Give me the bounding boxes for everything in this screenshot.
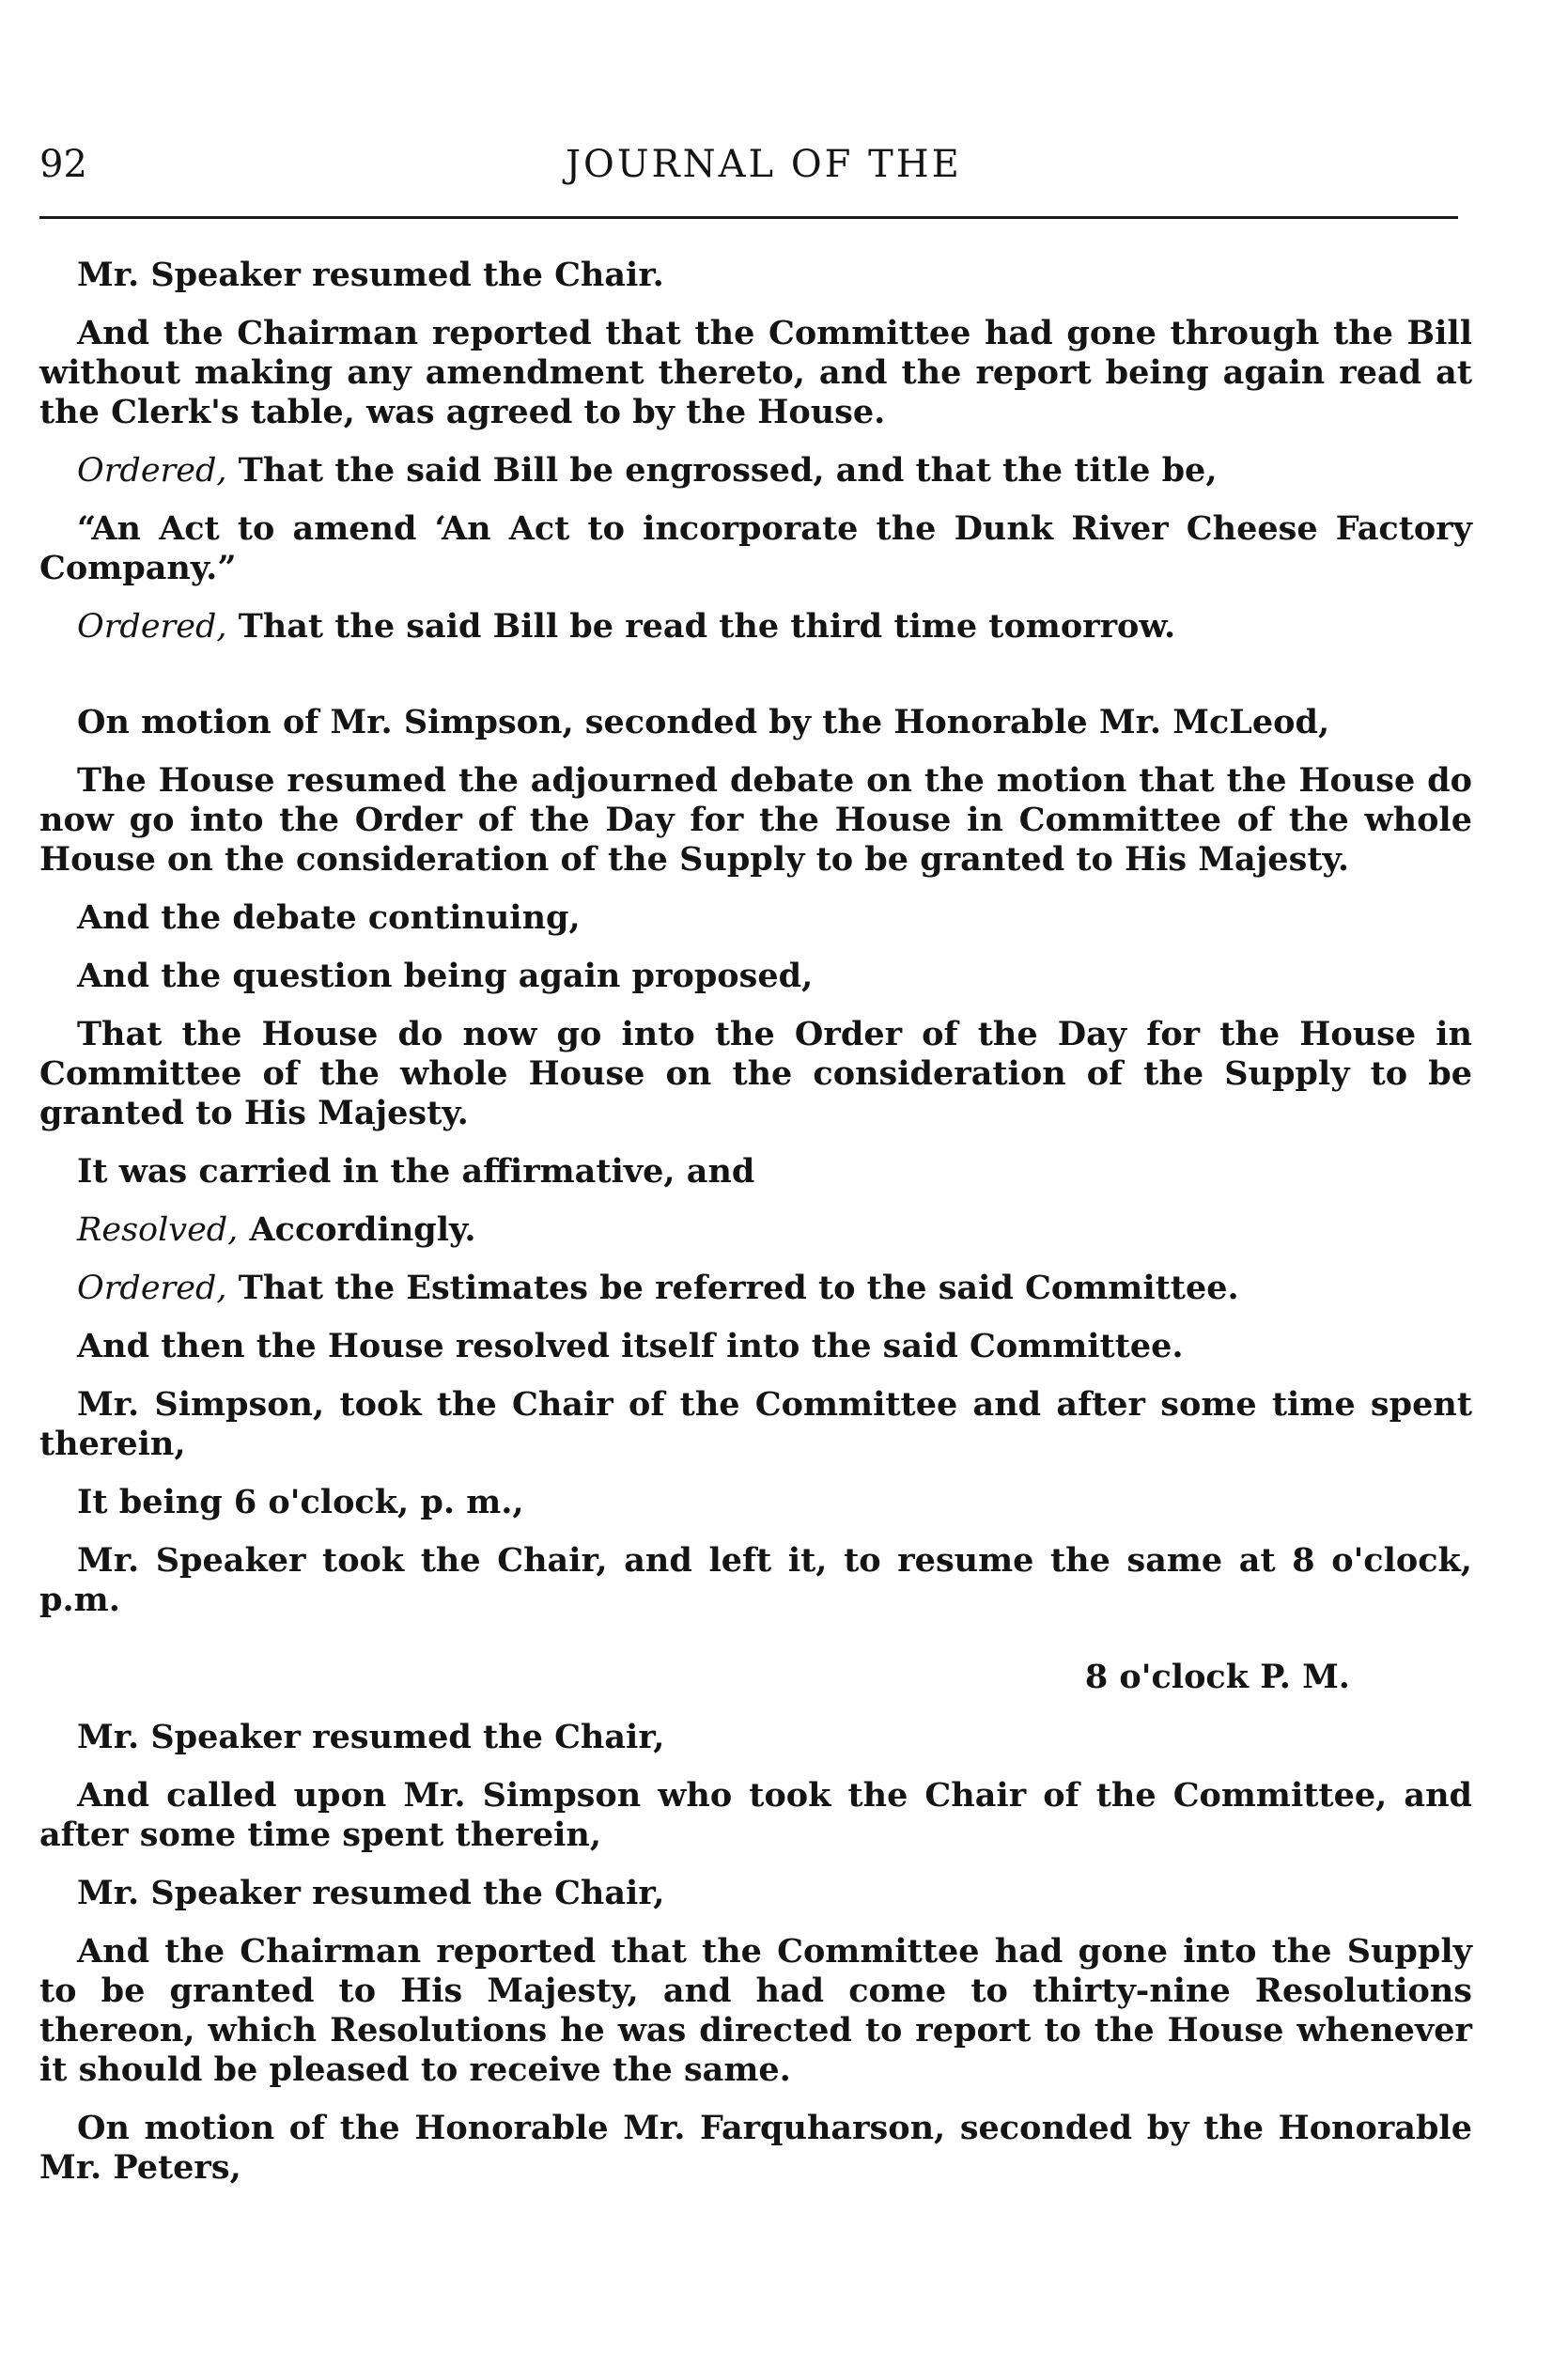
paragraph: It was carried in the affirmative, and <box>77 1152 755 1191</box>
ordered-lead: Ordered, <box>77 452 227 490</box>
paragraph: On motion of the Honorable Mr. Farquharson, seconded by the Honorable Mr. Peters, <box>39 2109 1472 2187</box>
page-header <box>39 143 1458 199</box>
paragraph: The House resumed the adjourned debate on the motion that the House do now go into the Order of the Day for the House in Committee of the whole House on the consideration of the Supply to be granted to His Majesty. <box>39 761 1472 879</box>
paragraph: And the debate continuing, <box>77 898 581 937</box>
paragraph-text: Accordingly. <box>238 1210 476 1249</box>
paragraph: Mr. Simpson, took the Chair of the Committee and after some time spent therein, <box>39 1385 1472 1463</box>
paragraph: Mr. Speaker resumed the Chair. <box>77 256 664 294</box>
paragraph <box>39 451 1472 491</box>
page-number: 92 <box>39 143 87 186</box>
ordered-lead: Ordered, <box>77 608 227 646</box>
ordered-lead: Ordered, <box>77 1270 227 1307</box>
paragraph: It being 6 o'clock, p. m., <box>77 1483 524 1521</box>
paragraph: On motion of Mr. Simpson, seconded by the Honorable Mr. McLeod, <box>77 703 1330 741</box>
paragraph <box>39 1210 1472 1250</box>
paragraph: Mr. Speaker resumed the Chair, <box>77 1874 665 1912</box>
paragraph: Mr. Speaker took the Chair, and left it, to resume the same at 8 o'clock, p.m. <box>39 1541 1472 1619</box>
time-heading: 8 o'clock P. M. <box>1084 1658 1350 1696</box>
paragraph-text: That the Estimates be referred to the said Committee. <box>226 1269 1239 1307</box>
section-gap <box>39 665 1472 703</box>
paragraph <box>39 607 1472 647</box>
paragraph: Mr. Speaker resumed the Chair, <box>77 1718 665 1756</box>
paragraph: And the question being again proposed, <box>77 957 814 995</box>
paragraph: And called upon Mr. Simpson who took the Chair of the Committee, and after some time spent therein, <box>39 1776 1472 1854</box>
paragraph: And then the House resolved itself into the said Committee. <box>77 1327 1184 1365</box>
resolved-lead: Resolved, <box>77 1211 239 1249</box>
paragraph <box>39 1269 1472 1308</box>
paragraph-text: That the said Bill be engrossed, and that the title be, <box>226 451 1218 490</box>
paragraph: And the Chairman reported that the Committee had gone through the Bill without making any amendment thereto, and the report being again read at the Clerk's table, was agreed to by the House. <box>39 314 1472 431</box>
journal-body <box>39 256 1472 2206</box>
running-title: JOURNAL OF THE <box>566 143 962 186</box>
paragraph: And the Chairman reported that the Committee had gone into the Supply to be granted to His Majesty, and had come to thirty-nine Resolutions thereon, which Resolutions he was directed to report to the House whenever it should be pleased to receive the same. <box>39 1932 1472 2089</box>
paragraph: That the House do now go into the Order of the Day for the House in Committee of the whole House on the consideration of the Supply to be granted to His Majesty. <box>39 1015 1472 1132</box>
paragraph-text: That the said Bill be read the third time tomorrow. <box>226 607 1176 646</box>
header-rule <box>39 216 1458 219</box>
paragraph: “An Act to amend ‘An Act to incorporate the Dunk River Cheese Factory Company.” <box>39 509 1472 587</box>
